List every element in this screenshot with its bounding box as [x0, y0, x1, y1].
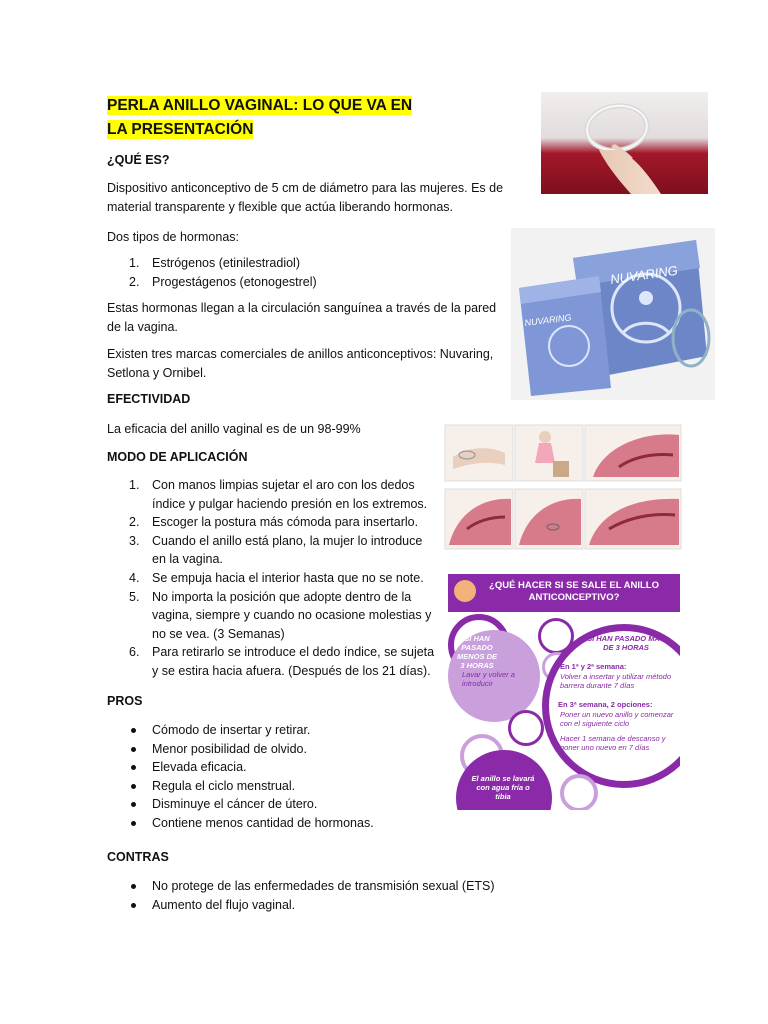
list-item: [107, 588, 437, 644]
list-item: [107, 758, 507, 777]
poster-title: ¿QUÉ HACER SI SE SALE EL ANILLO ANTICONCEPTIVO?: [489, 580, 659, 603]
nuvaring-package-photo: [511, 228, 715, 400]
contras-list: [107, 877, 527, 914]
list-item: [107, 896, 527, 915]
list-text: Para retirarlo se introduce el dedo índice, se sujeta y se estira hacia afuera. (Después de los 21 días).: [152, 645, 435, 678]
poster-decor-circle: [560, 774, 598, 810]
bullet-icon: [131, 747, 136, 752]
heading-que-es: ¿QUÉ ES?: [107, 153, 170, 167]
list-number: 1.: [129, 478, 140, 492]
bullet-icon: [131, 884, 136, 889]
list-number: 4.: [129, 570, 140, 585]
list-text: Aumento del flujo vaginal.: [152, 897, 296, 912]
steps-svg: [443, 417, 683, 554]
heading-modo: MODO DE APLICACIÓN: [107, 450, 248, 464]
list-text: No protege de las enfermedades de transmisión sexual (ETS): [152, 879, 495, 893]
bullet-icon: [131, 821, 136, 826]
list-number: 2.: [129, 274, 140, 289]
poster-week12: En 1ª y 2ª semana:: [560, 662, 627, 671]
list-text: Cómodo de insertar y retirar.: [152, 723, 311, 737]
ring-poster-infographic: [448, 574, 680, 810]
list-item: [107, 273, 507, 292]
list-number: 1.: [129, 256, 140, 270]
page-title: [107, 94, 437, 142]
list-item: [107, 814, 507, 833]
list-text: Elevada eficacia.: [152, 760, 247, 775]
list-item: [107, 777, 507, 796]
poster-week12-text: Volver a insertar y utilizar método barrera durante 7 días: [560, 672, 672, 690]
list-item: [107, 254, 507, 273]
poster-bottom-text: El anillo se lavará con agua fría o tibia: [471, 774, 535, 801]
ring-photo: [541, 92, 708, 194]
poster-right-heading: SI HAN PASADO MÁS DE 3 HORAS: [587, 634, 665, 652]
list-text: Cuando el anillo está plano, la mujer lo introduce en la vagina.: [152, 533, 423, 567]
list-text: Escoger la postura más cómoda para insertarlo.: [152, 515, 419, 530]
list-text: Regula el ciclo menstrual.: [152, 778, 296, 793]
ring-photo-svg: [541, 92, 708, 194]
heading-efectividad: EFECTIVIDAD: [107, 392, 191, 406]
application-steps-list: [107, 476, 437, 681]
bullet-icon: [131, 903, 136, 908]
list-item: [107, 721, 507, 740]
list-number: 6.: [129, 645, 140, 660]
svg-text:NUVARING: NUVARING: [609, 262, 679, 287]
list-number: 3.: [129, 533, 140, 548]
paragraph-efficacy: La eficacia del anillo vaginal es de un 98-99%: [107, 422, 361, 436]
list-item: [107, 643, 437, 680]
list-text: Disminuye el cáncer de útero.: [152, 797, 318, 812]
insertion-steps-illustration: [443, 417, 683, 554]
list-item: [107, 740, 507, 759]
hormones-list: [107, 254, 507, 291]
bullet-icon: [131, 802, 136, 807]
list-item: [107, 569, 437, 588]
list-text: Progestágenos (etonogestrel): [152, 274, 317, 289]
poster-decor-circle: [508, 710, 544, 746]
list-number: 5.: [129, 589, 140, 604]
paragraph-brands: Existen tres marcas comerciales de anillos anticonceptivos: Nuvaring, Setlona y Ornibel.: [107, 347, 494, 380]
heading-contras: CONTRAS: [107, 850, 169, 864]
list-text: No importa la posición que adopte dentro de la vagina, siempre y cuando no ocasione molestias y no se vea. (3 Semanas): [152, 589, 432, 641]
title-highlight: PERLA ANILLO VAGINAL: LO QUE VA EN LA PRESENTACIÓN: [107, 97, 413, 138]
poster-option1: Poner un nuevo anillo y comenzar con el siguiente ciclo: [560, 710, 674, 728]
poster-logo-icon: [454, 580, 476, 602]
poster-left-option: Lavar y volver a introducir: [462, 670, 515, 688]
heading-pros: PROS: [107, 694, 143, 708]
bullet-icon: [131, 784, 136, 789]
package-photo-svg: [511, 228, 715, 400]
paragraph-definition: Dispositivo anticonceptivo de 5 cm de diámetro para las mujeres. Es de material transparente y flexible que actúa liberando hormonas.: [107, 181, 504, 214]
list-text: Se empuja hacia el interior hasta que no se note.: [152, 570, 424, 585]
poster-title-bar: [448, 574, 680, 612]
poster-left-heading: SI HAN PASADO MENOS DE 3 HORAS: [456, 634, 497, 670]
list-text: Estrógenos (etinilestradiol): [152, 256, 300, 270]
list-item: [107, 513, 437, 532]
list-item: [107, 795, 507, 814]
pros-list: [107, 721, 507, 833]
list-item: [107, 877, 527, 896]
paragraph-hormone-types: Dos tipos de hormonas:: [107, 230, 240, 244]
list-item: [107, 532, 437, 569]
list-text: Menor posibilidad de olvido.: [152, 741, 307, 756]
bullet-icon: [131, 765, 136, 770]
list-number: 2.: [129, 515, 140, 530]
paragraph-circulation: Estas hormonas llegan a la circulación sanguínea a través de la pared de la vagina.: [107, 301, 497, 334]
list-item: [107, 476, 437, 513]
list-text: Contiene menos cantidad de hormonas.: [152, 815, 374, 830]
poster-week3: En 3ª semana, 2 opciones:: [558, 700, 653, 709]
bullet-icon: [131, 728, 136, 733]
poster-option2: Hacer 1 semana de descanso y poner uno nuevo en 7 días: [560, 734, 666, 752]
list-text: Con manos limpias sujetar el aro con los dedos índice y pulgar haciendo presión en los extremos.: [152, 478, 428, 511]
svg-text:NUVARING: NUVARING: [524, 312, 572, 328]
